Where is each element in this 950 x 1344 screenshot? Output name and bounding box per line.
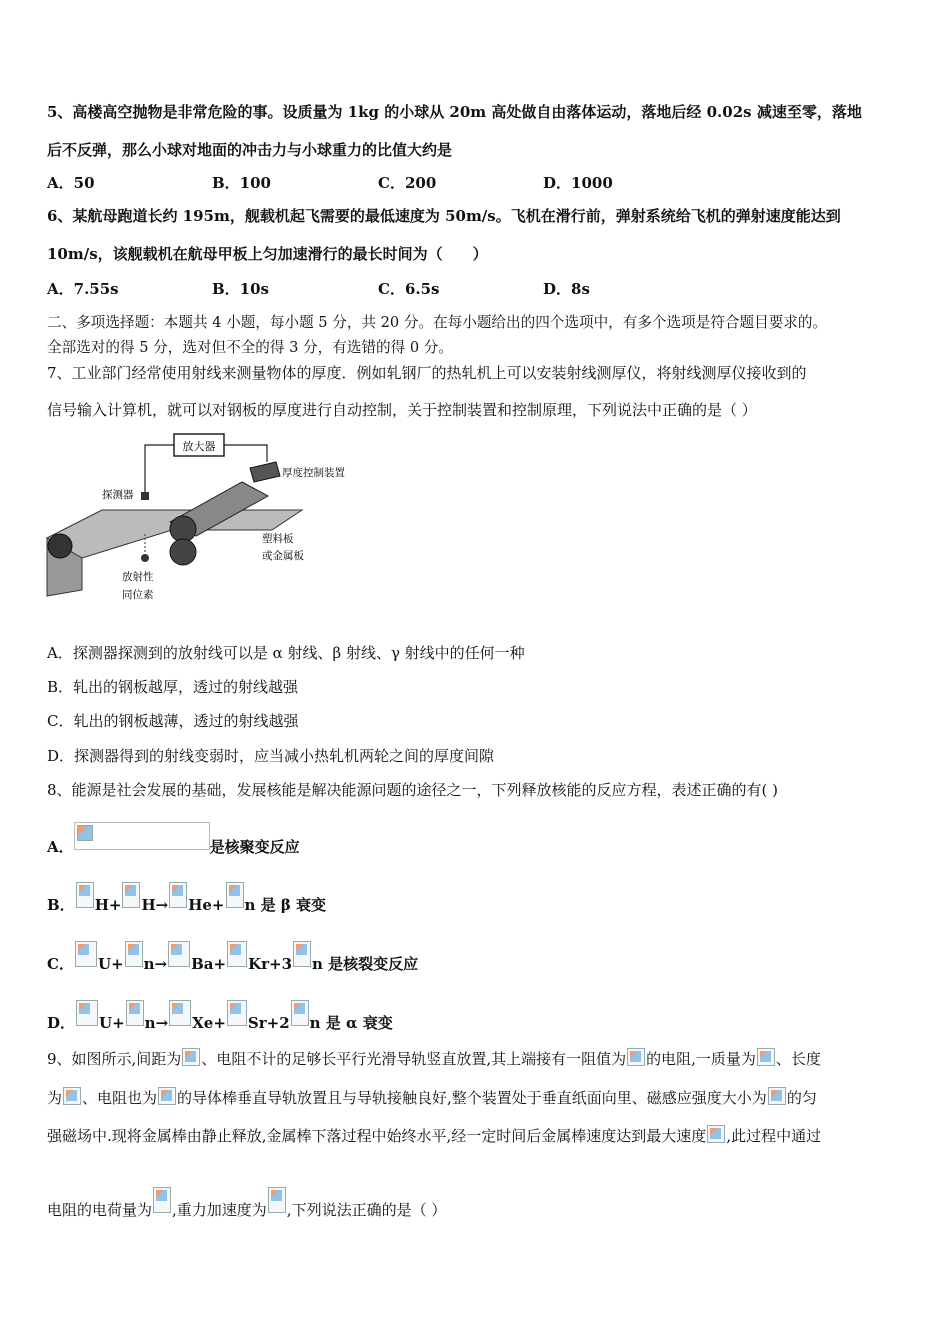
symbol-image-icon: [182, 1048, 200, 1066]
nuclide-image-icon: [125, 941, 143, 967]
eq-part: He+: [188, 896, 225, 914]
control-device: [250, 462, 280, 482]
eq-part: n 是 α 衰变: [309, 1014, 393, 1032]
symbol-image-icon: [768, 1087, 786, 1105]
q8-option-c: [47, 941, 418, 974]
symbol-image-icon: [158, 1087, 176, 1105]
q9-text: 、电阻不计的足够长平行光滑导轨竖直放置,其上端接有一阻值为: [201, 1050, 627, 1068]
q7-line1: 7、工业部门经常使用射线来测量物体的厚度．例如轧钢厂的热轧机上可以安装射线测厚仪，将射线测厚仪接收到的: [47, 364, 807, 382]
control-wire: [224, 445, 267, 462]
eq-arrow: →: [155, 896, 169, 914]
detector-label: 探测器: [102, 489, 134, 501]
eq-part: U+: [99, 1014, 125, 1032]
nuclide-image-icon: [227, 941, 247, 967]
q5-line1: 5、高楼高空抛物是非常危险的事。设质量为 1kg 的小球从 20m 高处做自由落体运动，落地后经 0.02s 减速至零，落地: [47, 103, 862, 121]
nuclide-image-icon: [122, 882, 140, 908]
eq-arrow: →: [155, 1014, 169, 1032]
q9-text: 、电阻也为: [82, 1089, 158, 1107]
q5-option-d: D．1000: [543, 174, 613, 192]
q9-text: 的导体棒垂直导轨放置且与导轨接触良好,整个装置处于垂直纸面向里、磁感应强度大小为: [177, 1089, 767, 1107]
q7-option-d: D．探测器得到的射线变弱时，应当减小热轧机两轮之间的厚度间隙: [47, 747, 495, 765]
left-roller-end: [48, 534, 72, 558]
q9-line2: [47, 1087, 817, 1108]
nuclide-image-icon: [169, 882, 187, 908]
q5-option-c: C．200: [378, 174, 437, 192]
plate-label-2: 或金属板: [262, 550, 304, 562]
equation-image-icon: [74, 822, 210, 850]
section2-line2: 全部选对的得 5 分，选对但不全的得 3 分，有选错的得 0 分。: [47, 339, 453, 356]
eq-part: Kr+3: [248, 955, 293, 973]
q9-text: 的匀: [786, 1089, 817, 1107]
q5-option-b: B．100: [212, 174, 271, 192]
nuclide-image-icon: [76, 882, 94, 908]
eq-part: n 是核裂变反应: [312, 955, 419, 973]
nuclide-image-icon: [291, 1000, 309, 1026]
q6-line2: 10m/s，该舰载机在航母甲板上匀加速滑行的最长时间为（ ）: [47, 245, 488, 263]
source-label-2: 同位素: [122, 589, 154, 601]
q9-line3: [47, 1125, 821, 1146]
nuclide-image-icon: [75, 941, 97, 967]
q8-option-a-text: 是核聚变反应: [209, 838, 300, 856]
q5-option-a: A．50: [47, 174, 95, 192]
rolling-mill-figure: [42, 430, 345, 608]
q9-text: 强磁场中.现将金属棒由静止释放,金属棒下落过程中始终水平,经一定时间后金属棒速度达到最大速度: [47, 1127, 707, 1145]
symbol-image-icon: [707, 1125, 725, 1143]
nuclide-image-icon: [226, 882, 244, 908]
eq-part: Sr+2: [247, 1014, 290, 1032]
eq-part: n 是 β 衰变: [244, 896, 327, 914]
q6-option-d: D．8s: [543, 280, 590, 298]
detector: [141, 492, 149, 500]
q9-text: ,此过程中通过: [726, 1127, 822, 1145]
q9-text: 9、如图所示,间距为: [47, 1050, 182, 1068]
nuclide-image-icon: [76, 1000, 98, 1026]
nuclide-image-icon: [126, 1000, 144, 1026]
q9-text: 电阻的电荷量为: [47, 1201, 153, 1219]
symbol-image-icon: [153, 1187, 171, 1213]
q7-line2: 信号输入计算机，就可以对钢板的厚度进行自动控制，关于控制装置和控制原理，下列说法中正确的是（ ）: [47, 401, 757, 419]
upper-roller-end: [170, 516, 196, 542]
q8-option-b-label: B．: [47, 896, 75, 914]
q7-option-c: C．轧出的钢板越薄，透过的射线越强: [47, 712, 299, 730]
q8-option-d: [47, 1000, 393, 1033]
eq-part: U+: [97, 955, 124, 973]
q8-option-b: [47, 882, 326, 915]
symbol-image-icon: [63, 1087, 81, 1105]
q8-option-a: [47, 822, 300, 857]
q8-option-a-label: A．: [47, 838, 74, 856]
nuclide-image-icon: [293, 941, 311, 967]
symbol-image-icon: [268, 1187, 286, 1213]
thickness-control-label: 厚度控制装置: [282, 467, 345, 479]
q7-option-a: A．探测器探测到的放射线可以是 α 射线、β 射线、γ 射线中的任何一种: [47, 644, 525, 662]
q6-line1: 6、某航母跑道长约 195m，舰载机起飞需要的最低速度为 50m/s。飞机在滑行前，弹射系统给飞机的弹射速度能达到: [47, 207, 841, 225]
q8-stem: 8、能源是社会发展的基础，发展核能是解决能源问题的途径之一，下列释放核能的反应方程，表述正确的有( ): [47, 781, 779, 799]
q6-option-c: C．6.5s: [378, 280, 440, 298]
eq-part: Ba+: [191, 955, 227, 973]
eq-part: Xe+: [192, 1014, 226, 1032]
q9-text: 的电阻,一质量为: [646, 1050, 756, 1068]
lower-roller-end: [170, 539, 196, 565]
detector-wire: [145, 445, 174, 492]
q6-option-b: B．10s: [212, 280, 269, 298]
eq-arrow: →: [154, 955, 168, 973]
section2-line1: 二、多项选择题：本题共 4 小题，每小题 5 分，共 20 分。在每小题给出的四个选项中，有多个选项是符合题目要求的。: [47, 314, 828, 331]
eq-part: H: [141, 896, 156, 914]
q8-option-c-label: C．: [47, 955, 74, 973]
nuclide-image-icon: [227, 1000, 247, 1026]
eq-part: n: [144, 1014, 156, 1032]
q8-option-d-label: D．: [47, 1014, 76, 1032]
q9-line4: [47, 1187, 446, 1220]
eq-part: n: [143, 955, 155, 973]
source-label-1: 放射性: [122, 571, 154, 583]
q9-text: 、长度: [775, 1050, 821, 1068]
plate-label-1: 塑料板: [262, 533, 294, 545]
q9-text: 为: [47, 1089, 63, 1107]
q9-text: ,下列说法正确的是（ ）: [286, 1201, 447, 1219]
amplifier-label: 放大器: [182, 440, 216, 453]
radioactive-source: [141, 554, 149, 562]
symbol-image-icon: [627, 1048, 645, 1066]
q9-line1: [47, 1048, 821, 1069]
q6-option-a: A．7.55s: [47, 280, 119, 298]
nuclide-image-icon: [168, 941, 190, 967]
q5-line2: 后不反弹，那么小球对地面的冲击力与小球重力的比值大约是: [47, 141, 453, 159]
symbol-image-icon: [757, 1048, 775, 1066]
q9-text: ,重力加速度为: [172, 1201, 267, 1219]
eq-part: H+: [94, 896, 122, 914]
q7-option-b: B．轧出的钢板越厚，透过的射线越强: [47, 678, 299, 696]
nuclide-image-icon: [169, 1000, 191, 1026]
